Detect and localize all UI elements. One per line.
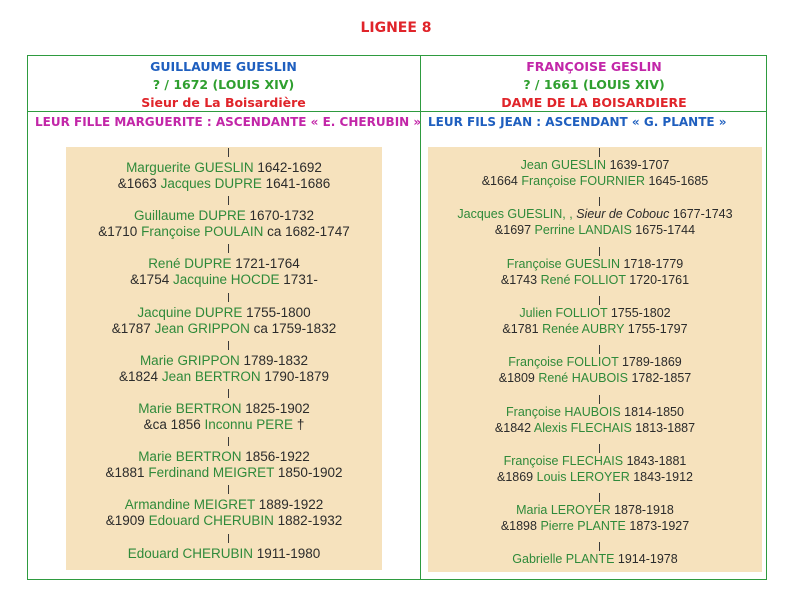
left-lineage-panel [66, 147, 382, 570]
person-line [428, 256, 762, 272]
person-name: Françoise HAUBOIS [506, 404, 621, 419]
right-header-name: FRANÇOISE GESLIN [526, 59, 662, 74]
person-name: Jean GUESLIN [520, 158, 607, 172]
person-line [428, 502, 762, 518]
connector-tick [228, 293, 229, 302]
marriage-year: &1781 [502, 321, 539, 336]
person-line [66, 353, 382, 369]
person-name: Françoise GUESLIN [506, 256, 620, 271]
spouse-line [66, 369, 382, 385]
person-dates: 1878-1918 [614, 503, 674, 518]
person-name: Guillaume DUPRE [133, 208, 246, 224]
person-dates: 1718-1779 [623, 256, 684, 271]
column-divider [420, 55, 421, 580]
marriage-year: &1664 [481, 174, 518, 188]
connector-tick [228, 485, 229, 494]
spouse-name: Jacques DUPRE [160, 176, 262, 191]
person-name: Marie GRIPPON [139, 352, 240, 368]
spouse-name: Jean BERTRON [161, 368, 261, 384]
right-subtitle: LEUR FILS JEAN : ASCENDANT « G. PLANTE » [428, 115, 727, 129]
marriage-year: &1809 [498, 371, 535, 386]
connector-tick [228, 244, 229, 253]
connector-tick [599, 395, 600, 404]
person-dates: 1814-1850 [624, 404, 684, 419]
spouse-name: Ferdinand MEIGRET [148, 465, 275, 481]
spouse-dates: 1873-1927 [629, 519, 690, 534]
spouse-line [428, 469, 762, 485]
spouse-dates: 1882-1932 [277, 513, 343, 529]
spouse-dates: † [296, 417, 305, 432]
person-name: Gabrielle PLANTE [512, 552, 615, 567]
person-dates: 1755-1800 [246, 304, 311, 320]
marriage-year: &1881 [105, 465, 145, 481]
spouse-line [66, 465, 382, 481]
person-dates: 1889-1922 [258, 497, 324, 513]
person-line [428, 206, 762, 222]
spouse-line [66, 417, 382, 433]
person-dates: 1789-1832 [243, 352, 309, 368]
spouse-dates: 1850-1902 [277, 465, 343, 481]
spouse-line [428, 272, 762, 288]
person-name: Julien FOLLIOT [519, 305, 608, 320]
person-dates: 1755-1802 [610, 305, 671, 320]
spouse-line [428, 173, 762, 189]
person-dates: 1721-1764 [235, 256, 300, 272]
right-header-dates: ? / 1661 (LOUIS XIV) [523, 77, 665, 92]
spouse-name: Françoise POULAIN [141, 224, 264, 240]
spouse-dates: 1641-1686 [265, 176, 331, 191]
page-title: LIGNEE 8 [360, 20, 432, 36]
connector-tick [599, 345, 600, 354]
spouse-name: Jacquine HOCDE [172, 272, 280, 288]
spouse-line [66, 513, 382, 529]
spouse-name: Perrine LANDAIS [534, 223, 632, 238]
spouse-name: Alexis FLECHAIS [533, 420, 632, 435]
spouse-dates: 1720-1761 [629, 272, 690, 287]
right-lineage-panel [428, 147, 762, 572]
connector-tick [599, 296, 600, 305]
connector-tick [228, 341, 229, 350]
marriage-year: &1909 [105, 513, 145, 529]
person-dates: 1677-1743 [672, 207, 733, 222]
person-line [428, 551, 762, 567]
spouse-dates: 1813-1887 [635, 420, 696, 435]
marriage-year: &1743 [500, 272, 538, 287]
marriage-year: &1710 [98, 224, 138, 240]
spouse-dates: 1843-1912 [633, 469, 693, 484]
marriage-year: &1754 [130, 272, 170, 288]
marriage-year: &1869 [496, 469, 534, 484]
person-line [66, 497, 382, 513]
connector-tick [228, 534, 229, 543]
spouse-name: Jean GRIPPON [154, 320, 250, 336]
person-name: Jacquine DUPRE [137, 304, 243, 320]
marriage-year: &1697 [494, 223, 532, 238]
connector-tick [228, 437, 229, 446]
spouse-name: Françoise FOURNIER [521, 174, 645, 188]
person-line [66, 160, 382, 176]
marriage-year: &1663 [117, 176, 157, 191]
person-name: Armandine MEIGRET [124, 497, 255, 513]
person-name: René DUPRE [148, 256, 232, 272]
connector-tick [599, 542, 600, 551]
spouse-line [428, 222, 762, 238]
person-dates: 1911-1980 [256, 545, 321, 561]
spouse-dates: 1731- [283, 272, 318, 288]
person-dates: 1789-1869 [621, 355, 682, 370]
spouse-line [428, 420, 762, 436]
spouse-line [428, 518, 762, 534]
person-dates: 1670-1732 [249, 208, 315, 224]
spouse-name: Renée AUBRY [542, 321, 625, 336]
spouse-line [66, 272, 382, 288]
person-dates: 1642-1692 [257, 160, 322, 175]
person-name: Edouard CHERUBIN [127, 545, 253, 561]
person-name: Françoise FLECHAIS [503, 453, 624, 468]
person-name: Françoise FOLLIOT [508, 355, 619, 370]
person-name: Jacques GUESLIN, , [457, 207, 573, 222]
spouse-dates: 1675-1744 [635, 223, 696, 238]
left-header-title: Sieur de La Boisardière [141, 95, 306, 110]
person-line [66, 208, 382, 224]
person-dates: 1639-1707 [609, 158, 670, 172]
connector-tick [599, 197, 600, 206]
connector-tick [228, 389, 229, 398]
person-line [66, 546, 382, 562]
spouse-name: Edouard CHERUBIN [148, 513, 274, 529]
marriage-year: &1824 [119, 368, 159, 384]
person-dates: 1825-1902 [245, 401, 310, 416]
person-line [66, 256, 382, 272]
spouse-line [66, 224, 382, 240]
connector-tick [228, 148, 229, 157]
spouse-name: René HAUBOIS [538, 371, 628, 386]
person-dates: 1843-1881 [626, 453, 687, 468]
person-name: Marguerite GUESLIN [126, 160, 254, 175]
left-header [27, 58, 420, 112]
connector-tick [599, 148, 600, 157]
spouse-dates: 1782-1857 [631, 371, 692, 386]
spouse-name: Louis LEROYER [536, 469, 630, 484]
spouse-dates: ca 1759-1832 [253, 320, 337, 336]
person-line [428, 157, 762, 173]
person-name: Marie BERTRON [138, 401, 242, 416]
marriage-year: &1842 [494, 420, 532, 435]
spouse-line [66, 321, 382, 337]
connector-tick [599, 493, 600, 502]
left-header-name: GUILLAUME GUESLIN [150, 59, 297, 74]
marriage-year: &1898 [500, 519, 537, 534]
left-header-dates: ? / 1672 (LOUIS XIV) [152, 77, 295, 92]
spouse-dates: 1755-1797 [627, 321, 688, 336]
spouse-line [428, 370, 762, 386]
spouse-name: René FOLLIOT [540, 272, 626, 287]
connector-tick [599, 247, 600, 256]
spouse-line [428, 321, 762, 337]
person-dates: 1856-1922 [245, 449, 310, 465]
right-header [421, 58, 767, 112]
left-subtitle: LEUR FILLE MARGUERITE : ASCENDANTE « E. CHERUBIN » [35, 115, 422, 129]
spouse-dates: 1790-1879 [264, 368, 329, 384]
person-title-note: Sieur de Cobouc [576, 207, 670, 222]
connector-tick [599, 444, 600, 453]
marriage-year: &ca 1856 [143, 417, 201, 432]
spouse-dates: ca 1682-1747 [267, 224, 350, 240]
person-dates: 1914-1978 [617, 552, 678, 567]
person-line [428, 404, 762, 420]
spouse-name: Pierre PLANTE [540, 519, 626, 534]
person-name: Marie BERTRON [138, 449, 242, 465]
spouse-dates: 1645-1685 [648, 174, 709, 188]
person-line [428, 305, 762, 321]
person-line [428, 354, 762, 370]
spouse-name: Inconnu PERE [204, 417, 294, 432]
person-line [66, 449, 382, 465]
connector-tick [228, 196, 229, 205]
spouse-line [66, 176, 382, 192]
person-line [66, 401, 382, 417]
marriage-year: &1787 [111, 320, 151, 336]
person-line [428, 453, 762, 469]
person-name: Maria LEROYER [516, 503, 611, 518]
right-header-title: DAME DE LA BOISARDIERE [501, 95, 687, 110]
person-line [66, 305, 382, 321]
